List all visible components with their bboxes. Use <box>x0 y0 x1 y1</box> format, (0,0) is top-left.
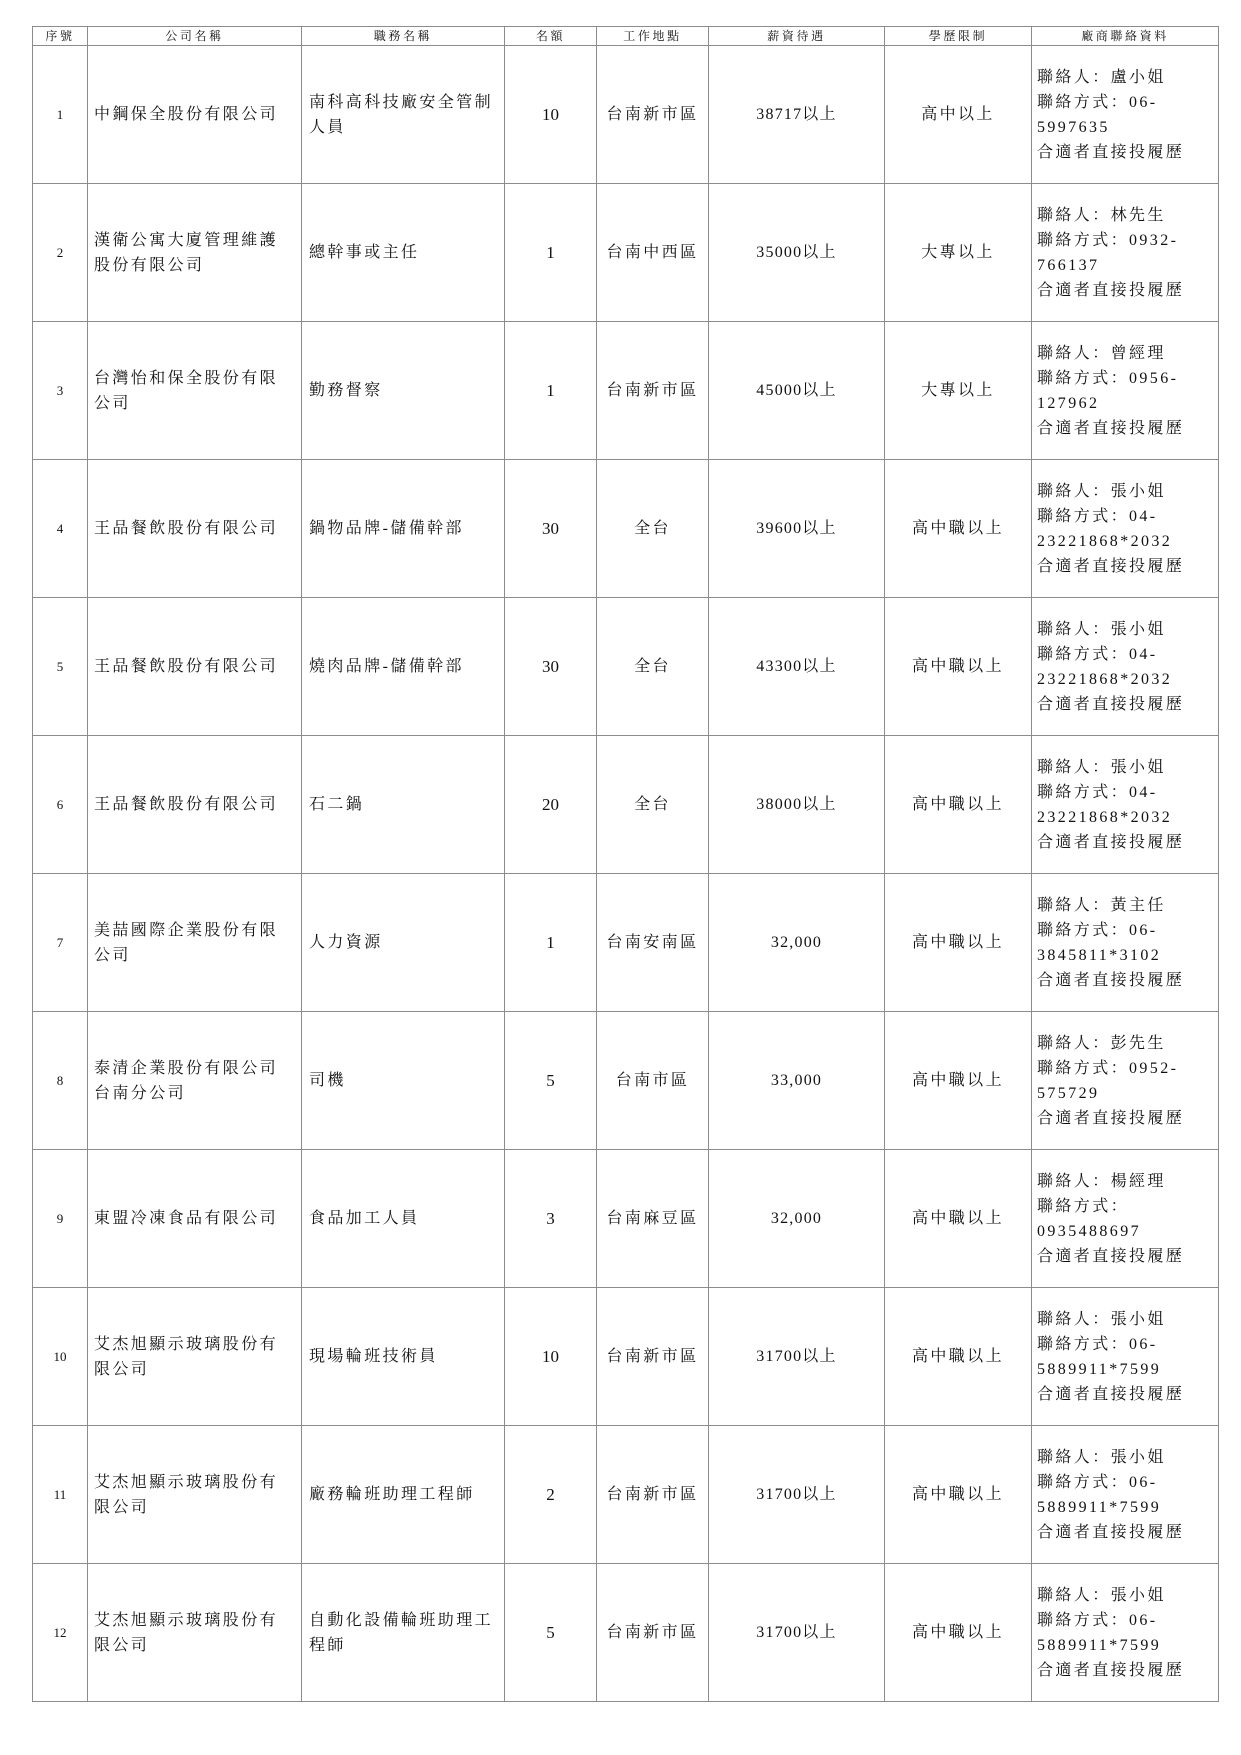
seq-cell: 9 <box>33 1150 88 1288</box>
contact-line: 合適者直接投履歷 <box>1037 1661 1185 1679</box>
salary-cell: 31700以上 <box>709 1564 885 1702</box>
header-location: 工作地點 <box>597 27 709 46</box>
header-contact: 廠商聯絡資料 <box>1032 27 1219 46</box>
contact-line: 聯絡人：張小姐 <box>1037 620 1166 638</box>
job-title-line: 人員 <box>309 118 346 136</box>
contact-line: 合適者直接投履歷 <box>1037 1523 1185 1541</box>
contact-cell <box>1032 1288 1219 1426</box>
header-company: 公司名稱 <box>88 27 302 46</box>
contact-cell <box>1032 1012 1219 1150</box>
contact-cell <box>1032 46 1219 184</box>
contact-line: 聯絡人：楊經理 <box>1037 1172 1166 1190</box>
quota-cell: 10 <box>505 1288 597 1426</box>
seq-cell: 3 <box>33 322 88 460</box>
company-line: 限公司 <box>94 1498 150 1516</box>
contact-line: 聯絡方式：06- <box>1037 921 1158 939</box>
company-line: 台南分公司 <box>94 1084 187 1102</box>
education-cell: 大專以上 <box>885 322 1032 460</box>
table-row <box>33 46 1219 184</box>
location-cell: 全台 <box>597 598 709 736</box>
quota-cell: 3 <box>505 1150 597 1288</box>
education-cell: 高中職以上 <box>885 736 1032 874</box>
company-line: 限公司 <box>94 1636 150 1654</box>
salary-cell: 38000以上 <box>709 736 885 874</box>
company-line: 王品餐飲股份有限公司 <box>94 658 279 675</box>
job-title-cell <box>302 1288 505 1426</box>
table-row <box>33 874 1219 1012</box>
contact-line: 575729 <box>1037 1084 1100 1102</box>
contact-line: 5889911*7599 <box>1037 1498 1162 1516</box>
job-title-line: 人力資源 <box>309 934 383 951</box>
company-line: 艾杰旭顯示玻璃股份有 <box>94 1335 279 1353</box>
table-row <box>33 736 1219 874</box>
header-salary: 薪資待遇 <box>709 27 885 46</box>
job-title-cell <box>302 184 505 322</box>
company-line: 台灣怡和保全股份有限 <box>94 369 279 387</box>
seq-cell: 5 <box>33 598 88 736</box>
company-cell <box>88 598 302 736</box>
table-row <box>33 1564 1219 1702</box>
job-title-line: 司機 <box>309 1072 346 1089</box>
quota-cell: 1 <box>505 184 597 322</box>
company-cell <box>88 1426 302 1564</box>
contact-line: 聯絡人：曾經理 <box>1037 344 1166 362</box>
seq-cell: 4 <box>33 460 88 598</box>
header-education: 學歷限制 <box>885 27 1032 46</box>
contact-line: 聯絡方式：06- <box>1037 93 1158 111</box>
salary-cell: 32,000 <box>709 1150 885 1288</box>
education-cell: 高中職以上 <box>885 1150 1032 1288</box>
table-row <box>33 184 1219 322</box>
company-line: 公司 <box>94 946 131 964</box>
contact-line: 聯絡方式：0952- <box>1037 1059 1179 1077</box>
location-cell: 台南新市區 <box>597 1564 709 1702</box>
header-quota: 名額 <box>505 27 597 46</box>
contact-cell <box>1032 874 1219 1012</box>
job-title-line: 燒肉品牌-儲備幹部 <box>309 658 464 675</box>
contact-cell <box>1032 460 1219 598</box>
job-title-cell <box>302 598 505 736</box>
location-cell: 台南新市區 <box>597 1426 709 1564</box>
company-cell <box>88 46 302 184</box>
location-cell: 台南新市區 <box>597 46 709 184</box>
job-title-line: 現場輪班技術員 <box>309 1348 438 1365</box>
job-title-cell <box>302 874 505 1012</box>
education-cell: 高中職以上 <box>885 1564 1032 1702</box>
quota-cell: 20 <box>505 736 597 874</box>
contact-line: 23221868*2032 <box>1037 808 1173 826</box>
table-body <box>33 46 1219 1702</box>
table-row <box>33 460 1219 598</box>
seq-cell: 7 <box>33 874 88 1012</box>
company-line: 限公司 <box>94 1360 150 1378</box>
job-title-cell <box>302 1150 505 1288</box>
job-title-cell <box>302 1012 505 1150</box>
education-cell: 高中職以上 <box>885 460 1032 598</box>
contact-line: 合適者直接投履歷 <box>1037 281 1185 299</box>
company-line: 股份有限公司 <box>94 256 205 274</box>
location-cell: 台南中西區 <box>597 184 709 322</box>
salary-cell: 39600以上 <box>709 460 885 598</box>
job-title-line: 總幹事或主任 <box>309 244 420 261</box>
salary-cell: 43300以上 <box>709 598 885 736</box>
location-cell: 台南新市區 <box>597 322 709 460</box>
job-title-line: 自動化設備輪班助理工 <box>309 1611 494 1629</box>
job-title-line: 廠務輪班助理工程師 <box>309 1486 475 1503</box>
quota-cell: 10 <box>505 46 597 184</box>
location-cell: 台南市區 <box>597 1012 709 1150</box>
education-cell: 高中職以上 <box>885 874 1032 1012</box>
company-line: 漢衛公寓大廈管理維護 <box>94 231 279 249</box>
salary-cell: 32,000 <box>709 874 885 1012</box>
contact-line: 聯絡方式：04- <box>1037 645 1158 663</box>
contact-line: 5889911*7599 <box>1037 1360 1162 1378</box>
company-cell <box>88 874 302 1012</box>
job-title-line: 石二鍋 <box>309 796 365 813</box>
contact-cell <box>1032 1426 1219 1564</box>
quota-cell: 5 <box>505 1012 597 1150</box>
table-row <box>33 1012 1219 1150</box>
table-row <box>33 1426 1219 1564</box>
company-line: 美喆國際企業股份有限 <box>94 921 279 939</box>
company-line: 艾杰旭顯示玻璃股份有 <box>94 1473 279 1491</box>
location-cell: 全台 <box>597 736 709 874</box>
company-cell <box>88 1012 302 1150</box>
quota-cell: 5 <box>505 1564 597 1702</box>
seq-cell: 1 <box>33 46 88 184</box>
quota-cell: 1 <box>505 322 597 460</box>
company-cell <box>88 322 302 460</box>
contact-line: 聯絡方式：04- <box>1037 783 1158 801</box>
location-cell: 台南麻豆區 <box>597 1150 709 1288</box>
quota-cell: 30 <box>505 598 597 736</box>
job-title-cell <box>302 46 505 184</box>
job-title-line: 食品加工人員 <box>309 1210 420 1227</box>
contact-line: 合適者直接投履歷 <box>1037 419 1185 437</box>
contact-line: 0935488697 <box>1037 1222 1141 1240</box>
location-cell: 台南安南區 <box>597 874 709 1012</box>
company-cell <box>88 1288 302 1426</box>
company-line: 艾杰旭顯示玻璃股份有 <box>94 1611 279 1629</box>
job-title-cell <box>302 322 505 460</box>
contact-line: 23221868*2032 <box>1037 670 1173 688</box>
table-row <box>33 598 1219 736</box>
contact-line: 聯絡方式：04- <box>1037 507 1158 525</box>
table-row <box>33 1288 1219 1426</box>
contact-cell <box>1032 184 1219 322</box>
contact-line: 合適者直接投履歷 <box>1037 143 1185 161</box>
contact-line: 5997635 <box>1037 118 1110 136</box>
table-header <box>33 27 1219 46</box>
contact-line: 聯絡人：張小姐 <box>1037 482 1166 500</box>
company-cell <box>88 460 302 598</box>
job-title-cell <box>302 736 505 874</box>
seq-cell: 2 <box>33 184 88 322</box>
contact-line: 合適者直接投履歷 <box>1037 971 1185 989</box>
company-line: 東盟冷凍食品有限公司 <box>94 1210 279 1227</box>
job-title-cell <box>302 1564 505 1702</box>
contact-line: 合適者直接投履歷 <box>1037 1385 1185 1403</box>
contact-line: 聯絡人：林先生 <box>1037 206 1166 224</box>
job-title-line: 鍋物品牌-儲備幹部 <box>309 520 464 537</box>
contact-line: 3845811*3102 <box>1037 946 1162 964</box>
header-job: 職務名稱 <box>302 27 505 46</box>
contact-line: 聯絡方式： <box>1037 1197 1130 1215</box>
seq-cell: 6 <box>33 736 88 874</box>
contact-line: 合適者直接投履歷 <box>1037 1109 1185 1127</box>
salary-cell: 45000以上 <box>709 322 885 460</box>
contact-line: 聯絡人：張小姐 <box>1037 1586 1166 1604</box>
contact-line: 5889911*7599 <box>1037 1636 1162 1654</box>
contact-line: 聯絡方式：0932- <box>1037 231 1179 249</box>
contact-line: 766137 <box>1037 256 1100 274</box>
contact-line: 聯絡方式：0956- <box>1037 369 1179 387</box>
contact-cell <box>1032 1564 1219 1702</box>
location-cell: 全台 <box>597 460 709 598</box>
salary-cell: 31700以上 <box>709 1288 885 1426</box>
company-line: 王品餐飲股份有限公司 <box>94 520 279 537</box>
contact-line: 23221868*2032 <box>1037 532 1173 550</box>
contact-line: 聯絡人：彭先生 <box>1037 1034 1166 1052</box>
table-row <box>33 322 1219 460</box>
job-title-line: 勤務督察 <box>309 382 383 399</box>
company-line: 王品餐飲股份有限公司 <box>94 796 279 813</box>
company-cell <box>88 736 302 874</box>
header-row <box>33 27 1219 46</box>
company-cell <box>88 1564 302 1702</box>
quota-cell: 30 <box>505 460 597 598</box>
contact-line: 聯絡人：張小姐 <box>1037 758 1166 776</box>
education-cell: 大專以上 <box>885 184 1032 322</box>
seq-cell: 11 <box>33 1426 88 1564</box>
job-title-cell <box>302 1426 505 1564</box>
header-seq: 序號 <box>33 27 88 46</box>
contact-line: 聯絡方式：06- <box>1037 1335 1158 1353</box>
seq-cell: 10 <box>33 1288 88 1426</box>
education-cell: 高中以上 <box>885 46 1032 184</box>
company-line: 中鋼保全股份有限公司 <box>94 106 279 123</box>
salary-cell: 38717以上 <box>709 46 885 184</box>
company-cell <box>88 184 302 322</box>
contact-line: 聯絡人：張小姐 <box>1037 1310 1166 1328</box>
location-cell: 台南新市區 <box>597 1288 709 1426</box>
contact-cell <box>1032 322 1219 460</box>
salary-cell: 33,000 <box>709 1012 885 1150</box>
company-line: 公司 <box>94 394 131 412</box>
contact-line: 聯絡人：黃主任 <box>1037 896 1166 914</box>
contact-line: 聯絡人：盧小姐 <box>1037 68 1166 86</box>
quota-cell: 2 <box>505 1426 597 1564</box>
contact-cell <box>1032 598 1219 736</box>
job-title-cell <box>302 460 505 598</box>
contact-cell <box>1032 736 1219 874</box>
contact-line: 聯絡方式：06- <box>1037 1611 1158 1629</box>
education-cell: 高中職以上 <box>885 1288 1032 1426</box>
education-cell: 高中職以上 <box>885 1426 1032 1564</box>
salary-cell: 31700以上 <box>709 1426 885 1564</box>
contact-line: 合適者直接投履歷 <box>1037 1247 1185 1265</box>
job-title-line: 程師 <box>309 1636 346 1654</box>
contact-line: 127962 <box>1037 394 1100 412</box>
contact-cell <box>1032 1150 1219 1288</box>
education-cell: 高中職以上 <box>885 598 1032 736</box>
company-cell <box>88 1150 302 1288</box>
contact-line: 合適者直接投履歷 <box>1037 833 1185 851</box>
education-cell: 高中職以上 <box>885 1012 1032 1150</box>
job-title-line: 南科高科技廠安全管制 <box>309 93 494 111</box>
table-row <box>33 1150 1219 1288</box>
contact-line: 合適者直接投履歷 <box>1037 557 1185 575</box>
seq-cell: 8 <box>33 1012 88 1150</box>
salary-cell: 35000以上 <box>709 184 885 322</box>
company-line: 泰清企業股份有限公司 <box>94 1059 279 1077</box>
quota-cell: 1 <box>505 874 597 1012</box>
contact-line: 聯絡人：張小姐 <box>1037 1448 1166 1466</box>
contact-line: 合適者直接投履歷 <box>1037 695 1185 713</box>
seq-cell: 12 <box>33 1564 88 1702</box>
job-listing-table <box>32 26 1219 1702</box>
contact-line: 聯絡方式：06- <box>1037 1473 1158 1491</box>
